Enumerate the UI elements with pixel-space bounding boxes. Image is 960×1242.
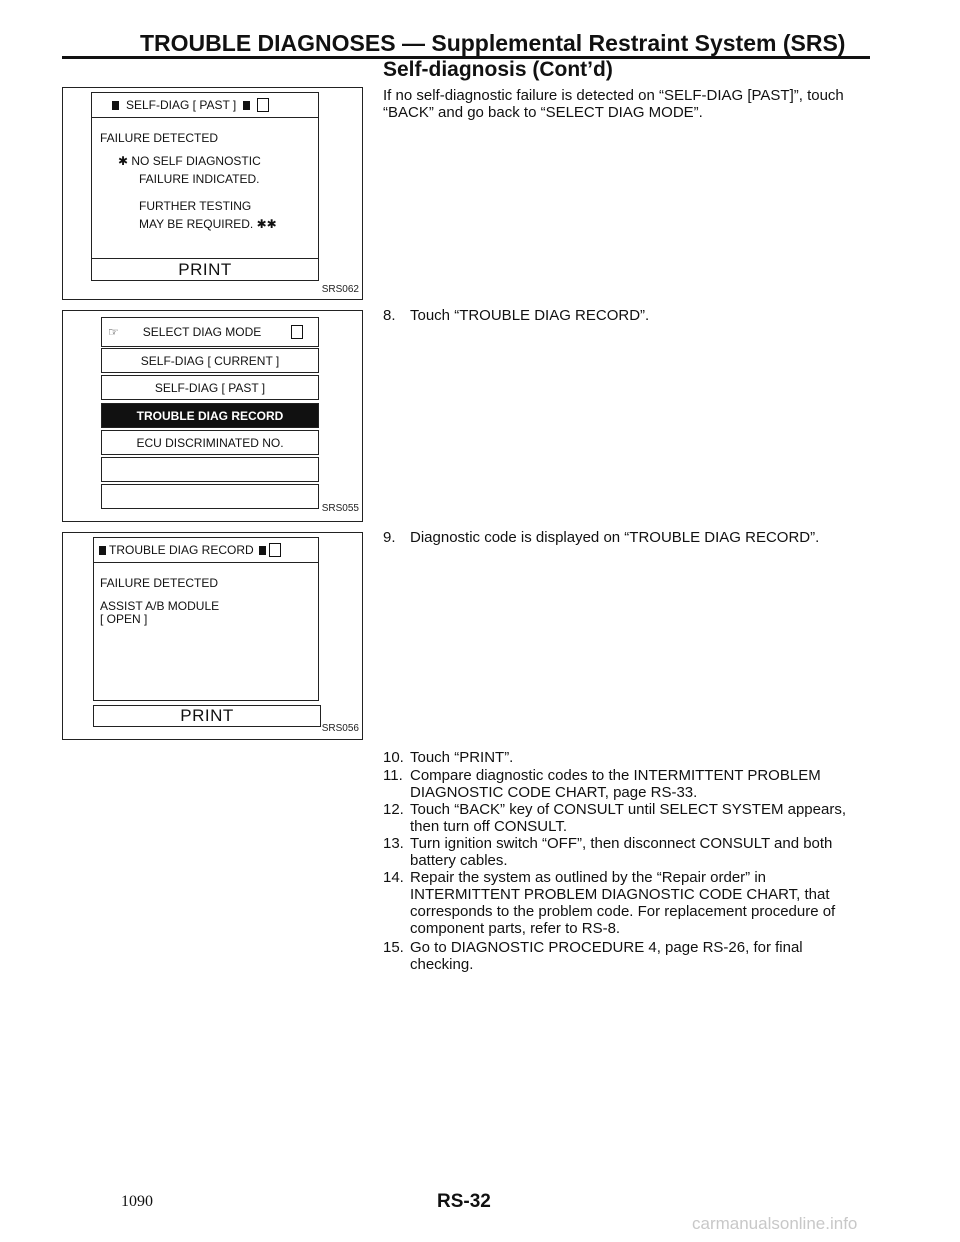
step-14 <box>383 869 871 937</box>
page-title: TROUBLE DIAGNOSES — Supplemental Restraint System (SRS) <box>140 30 846 56</box>
step-number: 9. <box>383 529 396 546</box>
menu-empty-1[interactable] <box>101 457 319 482</box>
step-text: Go to DIAGNOSTIC PROCEDURE 4, page RS-26, for final checking. <box>410 939 803 973</box>
diag-mode-menu <box>101 348 319 508</box>
no-failure-line-2: FAILURE INDICATED. <box>139 172 260 186</box>
step-15 <box>383 939 871 973</box>
figure-code: SRS056 <box>321 723 359 734</box>
menu-self-diag-past[interactable]: SELF-DIAG [ PAST ] <box>101 375 319 400</box>
screen-header-label: SELF-DIAG [ PAST ] <box>126 98 237 112</box>
menu-self-diag-current[interactable]: SELF-DIAG [ CURRENT ] <box>101 348 319 373</box>
consult-screen <box>101 317 319 347</box>
step-number: 11. <box>383 767 403 784</box>
print-button[interactable]: PRINT <box>93 705 321 727</box>
bullet-icon <box>112 101 119 110</box>
figure-self-diag-past <box>62 87 363 300</box>
no-failure-line-1: ✱ NO SELF DIAGNOSTIC <box>118 154 261 168</box>
figure-select-diag-mode <box>62 310 363 522</box>
figure-trouble-diag-record <box>62 532 363 740</box>
step-text: Turn ignition switch “OFF”, then disconnect CONSULT and both battery cables. <box>410 835 833 869</box>
screen-header <box>92 93 318 118</box>
watermark: carmanualsonline.info <box>692 1214 858 1233</box>
copy-icon[interactable] <box>269 543 281 557</box>
bullet-icon <box>99 546 106 555</box>
further-testing-line-1: FURTHER TESTING <box>139 199 252 213</box>
step-text: Repair the system as outlined by the “Repair order” in INTERMITTENT PROBLEM DIAGNOSTIC CODE CHART, that corresponds to the problem code. For replacement procedure of component parts, refer to RS-8. <box>410 869 836 937</box>
step-number: 13. <box>383 835 404 852</box>
step-text: Touch “TROUBLE DIAG RECORD”. <box>410 307 650 324</box>
copy-icon[interactable] <box>291 325 303 339</box>
bullet-icon <box>243 101 250 110</box>
consult-screen <box>91 92 319 266</box>
consult-screen <box>93 537 319 701</box>
page-code: RS-32 <box>437 1191 491 1212</box>
menu-trouble-diag-record[interactable]: TROUBLE DIAG RECORD <box>101 403 319 428</box>
step-text: Compare diagnostic codes to the INTERMITTENT PROBLEM DIAGNOSTIC CODE CHART, page RS-33. <box>410 767 821 801</box>
intro-paragraph: If no self-diagnostic failure is detected on “SELF-DIAG [PAST]”, touch “BACK” and go back to “SELECT DIAG MODE”. <box>383 87 844 121</box>
page-number: 1090 <box>121 1193 153 1210</box>
open-status: [ OPEN ] <box>100 612 148 626</box>
step-number: 12. <box>383 801 404 818</box>
screen-header <box>94 538 318 563</box>
hand-icon: ☞ <box>108 325 119 339</box>
screen-header-label: SELECT DIAG MODE <box>142 325 262 339</box>
assist-module-label: ASSIST A/B MODULE <box>100 599 220 613</box>
step-12 <box>383 801 871 835</box>
bullet-icon <box>259 546 266 555</box>
failure-detected-label: FAILURE DETECTED <box>100 576 219 590</box>
menu-ecu-discriminated-no[interactable]: ECU DISCRIMINATED NO. <box>101 430 319 455</box>
step-10 <box>383 749 871 766</box>
step-number: 10. <box>383 749 404 766</box>
step-text: Diagnostic code is displayed on “TROUBLE DIAG RECORD”. <box>410 529 820 546</box>
menu-empty-2[interactable] <box>101 484 319 509</box>
figure-code: SRS062 <box>321 284 359 295</box>
section-title: Self-diagnosis (Cont’d) <box>383 58 613 81</box>
copy-icon[interactable] <box>257 98 269 112</box>
step-number: 15. <box>383 939 404 956</box>
step-number: 8. <box>383 307 396 324</box>
step-13 <box>383 835 871 869</box>
figure-code: SRS055 <box>321 503 359 514</box>
step-11 <box>383 767 871 801</box>
step-text: Touch “PRINT”. <box>410 749 514 766</box>
failure-detected-label: FAILURE DETECTED <box>100 131 219 145</box>
step-text: Touch “BACK” key of CONSULT until SELECT SYSTEM appears, then turn off CONSULT. <box>410 801 846 835</box>
print-button[interactable]: PRINT <box>91 258 319 281</box>
step-number: 14. <box>383 869 404 886</box>
further-testing-line-2: MAY BE REQUIRED. ✱✱ <box>139 217 277 231</box>
screen-header-label: TROUBLE DIAG RECORD <box>109 543 254 557</box>
